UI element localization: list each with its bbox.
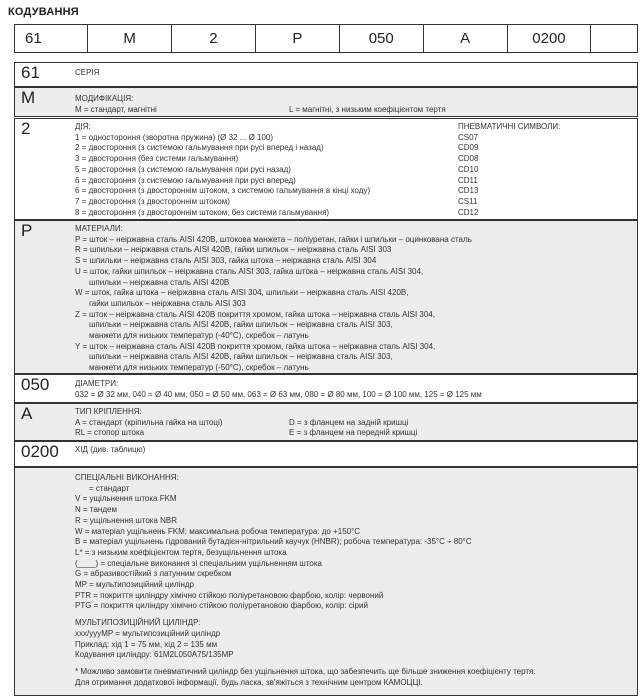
material-option: U = шток, гайки шпильок – неіржавна сталь AISI 303, гайка штока – неіржавна сталь AISI 304, [75, 266, 424, 276]
section-heading: ДІЯ: [75, 122, 91, 131]
mounting-option: D = з фланцем на задній кришці [289, 417, 409, 427]
multi-heading: МУЛЬТИПОЗИЦІЙНИЙ ЦИЛІНДР: [75, 618, 201, 628]
section-code: 0200 [21, 442, 59, 461]
code-cell-special [591, 25, 637, 52]
symbol-code: CD13 [458, 186, 479, 196]
material-option: Z = шток – неіржавна сталь AISI 420B покриття хромом, гайка штока – неіржавна сталь AISI 304, [75, 309, 435, 319]
page-title: КОДУВАННЯ [8, 6, 79, 18]
section-body [75, 94, 631, 115]
action-option: 8 = двостороння (з двостороннім штоком, без системи гальмування) [75, 207, 330, 217]
action-option: 7 = двостороння (з двостороннім штоком) [75, 196, 230, 206]
section-body [75, 473, 631, 688]
special-option: (____) = спеціальне виконання зі спеціальним ущільненням штока [75, 558, 322, 568]
material-option: S = шпильки – неіржавна сталь AISI 303, гайка штока – неіржавна сталь AISI 304 [75, 256, 377, 266]
code-cell-action: 2 [172, 25, 256, 52]
section-mounting [14, 403, 638, 441]
footnote: Для отримання додаткової інформації, будь ласка, зв'яжіться з технічним центром КАМОЦЦІ. [75, 677, 423, 687]
special-option: R = ущільнення штока NBR [75, 515, 178, 525]
material-option-cont: шпильки – неіржавна сталь AISI 420B, гайки шпильок – неіржавна сталь AISI 303, [89, 352, 393, 362]
section-diameters [14, 374, 638, 403]
section-body [75, 224, 631, 374]
symbol-code: CD09 [458, 143, 479, 153]
multi-line: Кодування циліндру: 61M2L050A75/135MP [75, 650, 234, 660]
action-option: 6 = двостороння (з двостороннім штоком, з системою гальмування в кінці ходу) [75, 186, 371, 196]
section-code: A [21, 404, 33, 423]
mounting-option: E = з фланцем на передній кришці [289, 428, 418, 438]
section-action [14, 118, 638, 220]
special-option: PTR = покриття циліндру хімічно стійкою поліуретановою фарбою, колір: червоний [75, 590, 384, 600]
code-cell-modification: M [88, 25, 172, 52]
pneumatic-symbols [458, 122, 560, 218]
special-option: V = ущільнення штока FKM [75, 494, 177, 504]
material-option: Y = шток – неіржавна сталь AISI 420B покриття хромом, гайка штока – неіржавна сталь AISI 304, [75, 341, 436, 351]
material-option-cont: гайки шпильок – неіржавна сталь AISI 303 [89, 298, 246, 308]
code-cell-stroke: 0200 [508, 25, 592, 52]
section-heading: ДІАМЕТРИ: [75, 379, 119, 388]
symbol-code: CS07 [458, 132, 479, 142]
code-cell-materials: P [256, 25, 340, 52]
code-cell-series: 61 [15, 25, 88, 52]
material-option-cont: манжети для низьких температур (-40°С), скребок – латунь [89, 331, 309, 341]
section-code: P [21, 221, 33, 240]
special-option: G = абразивостійкий з латунним скребком [75, 569, 232, 579]
action-option: 3 = двостороння (без системи гальмування) [75, 154, 239, 164]
section-heading: МОДИФІКАЦІЯ: [75, 94, 134, 103]
section-special [14, 467, 638, 696]
section-heading: СПЕЦІАЛЬНІ ВИКОНАННЯ: [75, 473, 179, 482]
multi-line: xxx/yyyMP = мультипозиційний циліндр [75, 628, 221, 638]
mounting-option: A = стандарт (кріпильна гайка на штоці) [75, 417, 223, 427]
diameter-options: 032 = Ø 32 мм, 040 = Ø 40 мм, 050 = Ø 50 мм, 063 = Ø 63 мм, 080 = Ø 80 мм, 100 = Ø 100 мм, 125 = Ø 125 мм [75, 389, 482, 399]
series-label: СЕРІЯ [75, 68, 100, 77]
section-code: M [21, 88, 36, 107]
special-option: N = тандем [75, 505, 117, 515]
code-cell-mounting: A [424, 25, 508, 52]
modification-options [75, 105, 631, 116]
special-option: B = матеріал ущільнень гідрований бутадієн-нітрильний каучук (HNBR); робоча температура: -35°С ÷ 80°С [75, 537, 472, 547]
section-heading: ТИП КРІПЛЕННЯ: [75, 407, 142, 416]
special-option: PTG = покриття циліндру хімічно стійкою поліуретановою фарбою, колір: сірий [75, 601, 368, 611]
material-option: W = шток, гайка штока – неіржавна сталь AISI 304, шпильки – неіржавна сталь AISI 420B, [75, 288, 409, 298]
special-option: = стандарт [89, 483, 130, 493]
mounting-row [75, 418, 631, 429]
special-option: W = матеріал ущільнень FKM; максимальна робоча температура: до +150°С [75, 526, 361, 536]
section-materials [14, 220, 638, 374]
section-stroke [14, 441, 638, 467]
special-option: MP = мультипозиційний циліндр [75, 580, 194, 590]
footnote: * Можливо замовити пневматичний циліндр без ущільнення штока, що забезпечить ще більше зниження коефіцієнту тертя. [75, 666, 536, 676]
multi-line: Приклад: хід 1 = 75 мм, хід 2 = 135 мм [75, 639, 218, 649]
material-option: P = шток – неіржавна сталь AISI 420B, штокова манжета – поліуретан, гайки і шпильки – оцинкована сталь [75, 234, 472, 244]
section-code: 2 [21, 119, 31, 138]
section-body [75, 407, 631, 439]
section-body [75, 379, 631, 400]
action-option: 5 = двостороння (з системою гальмування при русі назад) [75, 164, 291, 174]
action-option: 6 = двостороння (з системою гальмування при русі вперед) [75, 175, 296, 185]
symbols-heading: ПНЕВМАТИЧНІ СИМВОЛИ: [458, 122, 561, 131]
section-modification [14, 87, 638, 117]
mounting-option: RL = стопор штока [75, 428, 145, 438]
symbol-code: CD12 [458, 207, 479, 217]
code-example-row [14, 24, 638, 53]
section-body [75, 445, 631, 456]
action-option: 2 = двостороння (з системою гальмування при русі вперед і назад) [75, 143, 324, 153]
material-option: R = шпильки – неіржавна сталь AISI 420B, гайки шпильок – неіржавна сталь AISI 303 [75, 245, 392, 255]
symbol-code: CD08 [458, 154, 479, 164]
mounting-row [75, 428, 631, 439]
symbol-code: CD11 [458, 175, 478, 185]
section-heading: МАТЕРІАЛИ: [75, 224, 123, 233]
section-body [75, 68, 631, 79]
section-series [14, 62, 638, 87]
option-l: L = магнітні, з низьким коефіцієнтом тертя [289, 104, 446, 114]
code-cell-diameter: 050 [340, 25, 424, 52]
material-option-cont: шпильки – неіржавна сталь AISI 420B, гайки шпильок – неіржавна сталь AISI 303, [89, 320, 393, 330]
option-m: M = стандарт, магнітні [75, 104, 157, 114]
stroke-label: ХІД (див. таблицю) [75, 445, 146, 454]
symbol-code: CD10 [458, 164, 479, 174]
symbol-code: CS11 [458, 196, 478, 206]
section-code: 050 [21, 375, 50, 394]
action-option: 1 = одностороння (зворотна пружина) (Ø 32 ... Ø 100) [75, 132, 274, 142]
special-option: L* = з низьким коефіцієнтом тертя, безущільнення штока [75, 547, 287, 557]
material-option-cont: манжети для низьких температур (-50°С), скребок – латунь [89, 363, 309, 373]
material-option-cont: шпильки – неіржавна сталь AISI 420B [89, 277, 230, 287]
section-code: 61 [21, 63, 40, 82]
